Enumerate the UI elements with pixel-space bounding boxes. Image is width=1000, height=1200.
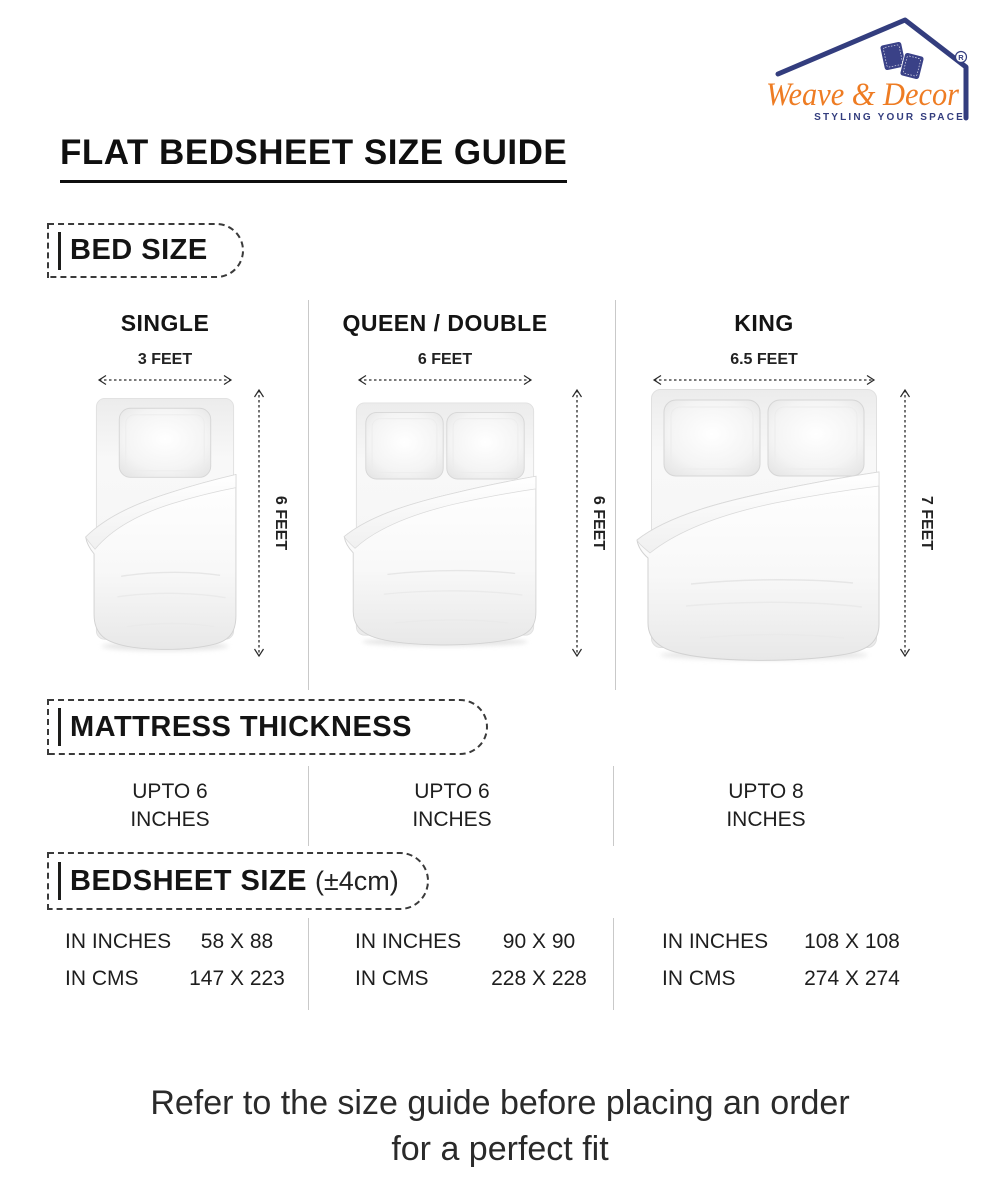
sheet-cms-value: 228 X 228 [491,967,587,990]
column-divider [308,300,309,690]
footer-note [0,1080,1000,1172]
mattress-thickness-value: UPTO 8 INCHES [726,780,806,831]
section-heading-mattress-thickness [47,699,488,755]
mattress-thickness-value: UPTO 6 INCHES [412,780,492,831]
bedsheet-size-tolerance: (±4cm) [314,865,399,896]
width-dimension-arrow [355,373,535,387]
footer-line-2: for a perfect fit [391,1130,609,1168]
page-title: FLAT BEDSHEET SIZE GUIDE [60,133,567,183]
brand-tagline: STYLING YOUR SPACE [814,112,965,123]
section-heading-bedsheet-size [47,852,429,910]
sheet-inches-label: IN INCHES [662,930,769,953]
bedsheet-size-heading: BEDSHEET SIZE [70,864,307,897]
bed-illustration [650,388,878,660]
sheet-inches-value: 108 X 108 [804,930,900,953]
sheet-cms-value: 147 X 223 [189,967,285,990]
sheet-inches-label: IN INCHES [355,930,462,953]
sheet-inches-value: 58 X 88 [200,930,274,953]
column-divider [308,766,309,846]
width-dimension-arrow [650,373,878,387]
bed-illustration [95,388,235,660]
registered-mark [956,52,967,63]
bed-name: SINGLE [120,310,210,336]
footer-line-1: Refer to the size guide before placing an order [150,1084,850,1122]
width-dimension-arrow [95,373,235,387]
mattress-thickness-heading: MATTRESS THICKNESS [70,710,412,743]
bed-length-label: 7 FEET [918,495,936,551]
bed-length-label: 6 FEET [272,495,290,551]
brand-logo [753,10,973,124]
bed-width-label: 6.5 FEET [730,351,798,368]
sheet-cms-label: IN CMS [355,967,429,990]
sheet-cms-value: 274 X 274 [804,967,900,990]
bed-length-label: 6 FEET [590,495,608,551]
column-divider [613,918,614,1010]
bed-name: KING [734,310,794,336]
bed-size-heading: BED SIZE [70,234,208,266]
section-heading-bed-size [47,223,244,278]
sheet-inches-label: IN INCHES [65,930,172,953]
mattress-thickness-value: UPTO 6 INCHES [130,780,210,831]
bed-width-label: 3 FEET [137,351,193,368]
bed-name: QUEEN / DOUBLE [342,310,548,336]
logo-pillows-icon [880,41,925,80]
brand-name: Weave & Decor [766,77,960,113]
sheet-cms-label: IN CMS [662,967,736,990]
sheet-inches-value: 90 X 90 [502,930,576,953]
bed-width-label: 6 FEET [417,351,473,368]
column-divider [308,918,309,1010]
bed-illustration [355,388,535,660]
column-divider [613,766,614,846]
svg-text:R: R [958,53,964,62]
sheet-cms-label: IN CMS [65,967,139,990]
